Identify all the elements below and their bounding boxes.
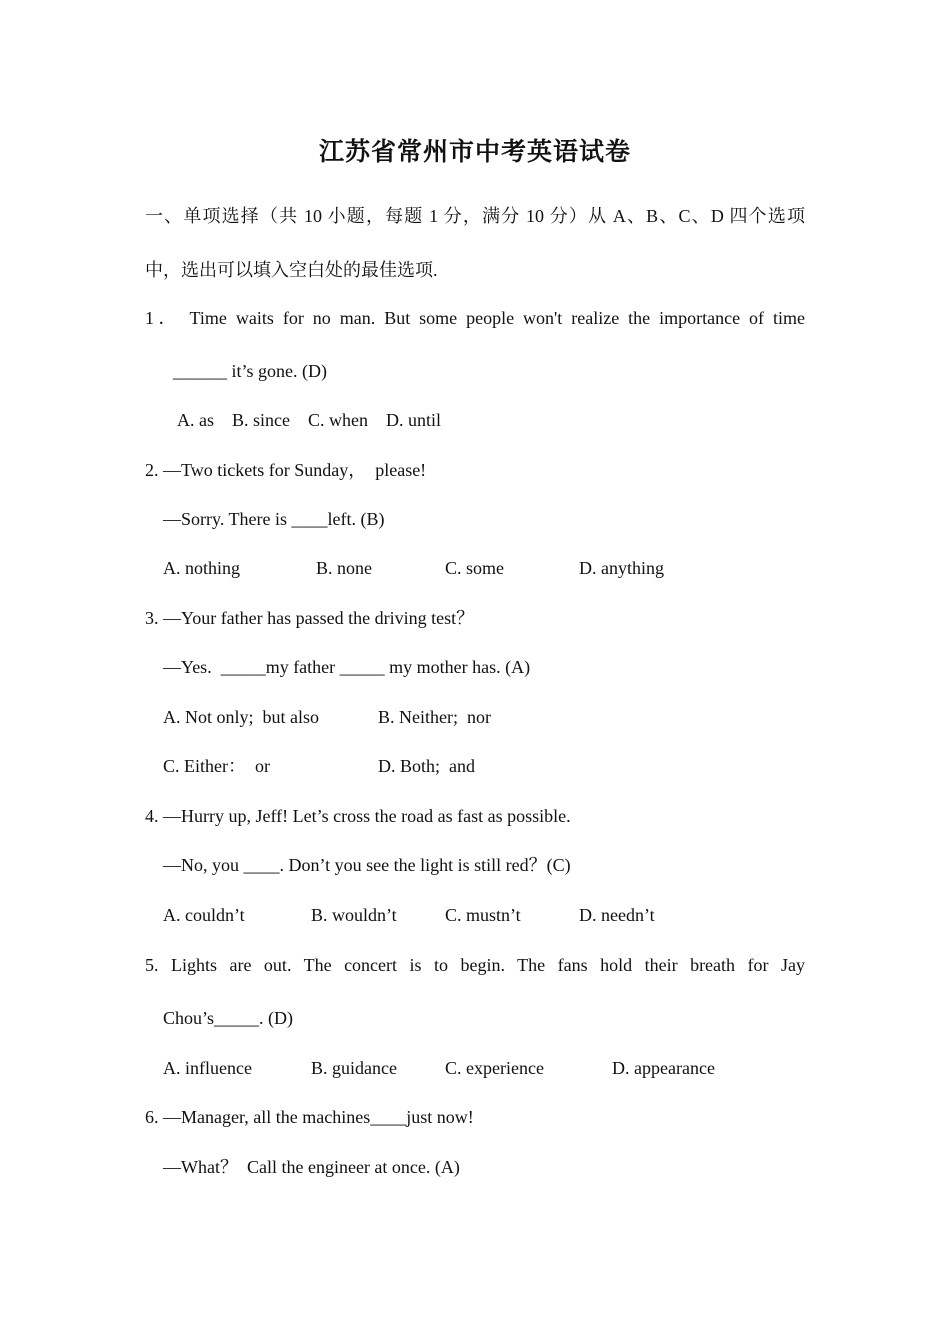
question-6-stem: 6. —Manager, all the machines____just now!: [145, 1107, 474, 1127]
question-3-option-c: C. Either： or: [163, 756, 270, 776]
question-3-option-a: A. Not only; but also: [163, 707, 319, 727]
question-2-option-c: C. some: [445, 558, 505, 578]
question-4-option-d: D. needn’t: [579, 905, 655, 925]
question-2-stem: 2. —Two tickets for Sunday， please!: [145, 460, 427, 480]
question-5-option-a: A. influence: [163, 1058, 252, 1078]
question-4-option-b: B. wouldn’t: [311, 905, 397, 925]
question-2-option-b: B. none: [316, 558, 372, 578]
section-instruction-line-1: 一、单项选择（共 10 小题，每题 1 分，满分 10 分）从 A、B、C、D 四个选项: [145, 206, 805, 226]
question-5-stem-continued: Chou’s_____. (D): [163, 1008, 293, 1028]
question-2-option-d: D. anything: [579, 558, 664, 578]
page-title: 江苏省常州市中考英语试卷: [318, 139, 631, 166]
question-5-option-c: C. experience: [445, 1058, 544, 1078]
question-5-option-d: D. appearance: [612, 1058, 715, 1078]
question-2-reply: —Sorry. There is ____left. (B): [163, 509, 385, 529]
question-4-option-a: A. couldn’t: [163, 905, 245, 925]
question-5-option-b: B. guidance: [311, 1058, 397, 1078]
question-4-option-c: C. mustn’t: [445, 905, 521, 925]
question-1-stem: 1． Time waits for no man. But some people won't realize the importance of time: [145, 308, 805, 328]
question-4-stem: 4. —Hurry up, Jeff! Let’s cross the road as fast as possible.: [145, 806, 571, 826]
question-5-stem: 5. Lights are out. The concert is to begin. The fans hold their breath for Jay: [145, 955, 805, 975]
question-2-option-a: A. nothing: [163, 558, 241, 578]
question-6-reply: —What？ Call the engineer at once. (A): [163, 1157, 460, 1177]
section-instruction-line-2: 中，选出可以填入空白处的最佳选项.: [145, 260, 438, 280]
question-3-option-d: D. Both; and: [378, 756, 475, 776]
question-3-stem: 3. —Your father has passed the driving test？: [145, 608, 475, 628]
question-4-reply: —No, you ____. Don’t you see the light is still red？(C): [163, 855, 571, 875]
question-1-stem-continued: ______ it’s gone. (D): [173, 361, 327, 381]
question-3-reply: —Yes. _____my father _____ my mother has. (A): [163, 657, 531, 677]
question-3-option-b: B. Neither; nor: [378, 707, 491, 727]
question-1-options: A. as B. since C. when D. until: [177, 410, 441, 430]
